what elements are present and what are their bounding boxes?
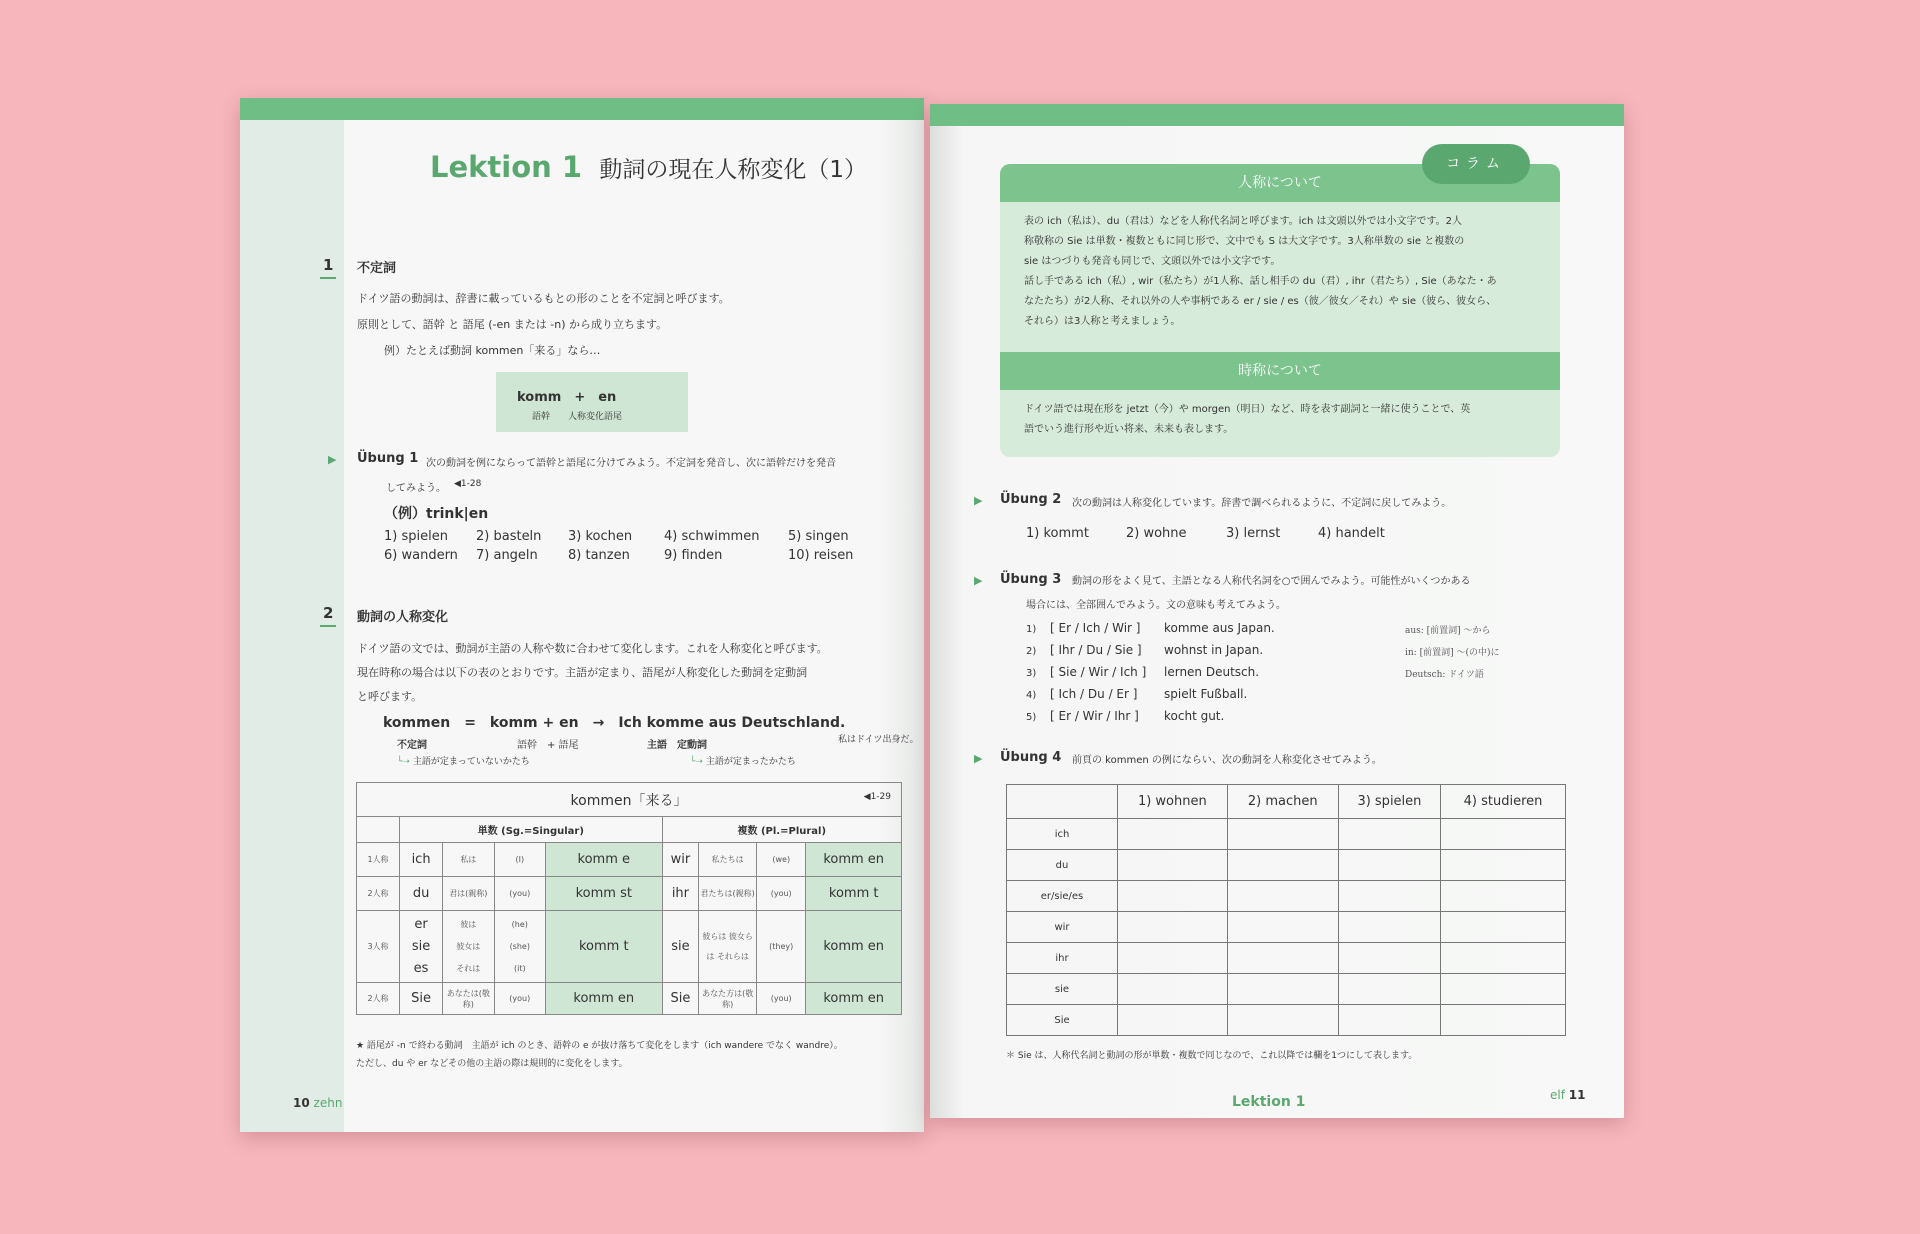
sentence-translation: 私はドイツ出身だ。	[838, 735, 919, 745]
speaker-icon: ◀	[454, 479, 461, 489]
s2-paragraph-3: と呼びます。	[357, 690, 423, 703]
section-title-1: 不定詞	[357, 261, 397, 276]
table-row: wir	[1007, 912, 1566, 943]
list-item: 2) basteln	[476, 529, 542, 544]
uebung-4-text: 前頁の kommen の例にならい、次の動詞を人称変化させてみよう。	[1072, 755, 1382, 766]
table-row: 3人称 er sie es 彼は 彼女は それは (he) (she) (it) komm t sie 彼らは 彼女らは それらは (they) komm en	[357, 911, 902, 983]
list-item: 10) reisen	[788, 548, 854, 563]
uebung-3-text-2: 場合には、全部囲んでみよう。文の意味も考えてみよう。	[1026, 600, 1286, 611]
bent-arrow-icon: └➝	[397, 757, 413, 767]
uebung-2-label: Übung 2	[1000, 492, 1062, 507]
section-title-2: 動詞の人称変化	[357, 610, 449, 625]
s2-paragraph-2: 現在時称の場合は以下の表のとおりです。主語が定まり、語尾が人称変化した動詞を定動詞	[357, 666, 808, 679]
list-item: 3) lernst	[1226, 526, 1281, 541]
table-row: 2人称 du 君は(親称) (you) komm st ihr 君たちは(親称) (you) komm t	[357, 877, 902, 911]
note-determined: └➝ 主語が定まったかたち	[690, 757, 796, 767]
note-undetermined: └➝ 主語が定まっていないかたち	[397, 757, 530, 767]
label-stem-ending: 語幹 + 語尾	[517, 740, 579, 751]
uebung-1-label: Übung 1	[357, 451, 419, 466]
conjugation-exercise-table	[1006, 784, 1566, 1036]
list-item: 5) singen	[788, 529, 849, 544]
singular-header: 単数 (Sg.=Singular)	[400, 817, 663, 843]
uebung-2-items	[1026, 526, 1385, 541]
footnote-line-2: ただし、du や er などその他の主語の際は規則的に変化をします。	[356, 1059, 628, 1069]
vocab-notes: aus: [前置詞] ～から in: [前置詞] ～(の中)に Deutsch: ドイツ語	[1405, 626, 1500, 680]
table-row: ich	[1007, 819, 1566, 850]
table-header: 1) wohnen	[1118, 785, 1228, 819]
list-item: 7) angeln	[476, 548, 538, 563]
arrow-bullet-icon: ▶	[328, 453, 337, 466]
audio-track-1-29: ◀1-29	[863, 792, 891, 802]
section-number-2: 2	[320, 604, 336, 627]
stem-ending-word: komm + en	[517, 390, 617, 405]
footnote: ＊ Sie は、人称代名詞と動詞の形が単数・複数で同じなので、これ以降では欄を1つにして表します。	[1006, 1051, 1418, 1061]
list-item: 1) kommt	[1026, 526, 1089, 541]
panel-text-tense: ドイツ語では現在形を jetzt（今）や morgen（明日）など、時を表す副詞と一緒に使うことで、英 語でいう進行形や近い将来、未来も表します。	[1024, 404, 1471, 435]
list-item: 3) [ Sie / Wir / Ich ] lernen Deutsch.	[1026, 665, 1260, 679]
bent-arrow-icon: └➝	[690, 757, 706, 767]
table-row: Sie	[1007, 1005, 1566, 1036]
table-header: 2) machen	[1227, 785, 1338, 819]
s1-paragraph-2: 原則として、語幹 と 語尾 (-en または -n) から成り立ちます。	[357, 318, 668, 331]
uebung-1-text-2: してみよう。	[386, 483, 446, 494]
stem-ending-box	[496, 372, 688, 432]
footnote-line-1: ★ 語尾が -n で終わる動詞 主語が ich のとき、語幹の e が抜け落ちて変化をします（ich wandere でなく wandre）。	[356, 1041, 843, 1051]
panel-title-person: 人称について	[1000, 164, 1560, 202]
page-footer-right: elf 11	[1550, 1088, 1586, 1102]
lesson-title: 動詞の現在人称変化（1）	[599, 157, 867, 183]
list-item: 4) schwimmen	[664, 529, 760, 544]
list-item: 4) handelt	[1318, 526, 1385, 541]
list-item: 3) kochen	[568, 529, 633, 544]
list-item: 6) wandern	[384, 548, 458, 563]
panel-title-tense: 時称について	[1000, 352, 1560, 390]
table-header: 4) studieren	[1441, 785, 1566, 819]
stem-ending-labels: 語幹 人称変化語尾	[532, 412, 623, 422]
s1-paragraph-1: ドイツ語の動詞は、辞書に載っているもとの形のことを不定詞と呼びます。	[357, 292, 730, 305]
label-infinitive: 不定詞	[397, 740, 427, 751]
table-title: kommen「来る」 ◀1-29	[357, 783, 902, 817]
plural-header: 複数 (Pl.=Plural)	[662, 817, 901, 843]
uebung-3-items	[1026, 618, 1275, 728]
section-number-1: 1	[320, 256, 336, 279]
s2-paragraph-1: ドイツ語の文では、動詞が主語の人称や数に合わせて変化します。これを人称変化と呼びます。	[357, 642, 828, 655]
page-footer-left: 10 zehn	[293, 1096, 343, 1110]
panel-text-person: 表の ich（私は）、du（君は）などを人称代名詞と呼びます。ich は文頭以外では小文字です。2人 称敬称の Sie は単数・複数ともに同じ形で、文中でも S は大文字です。3人称単数の sie と複数の sie はつづりも発音も同じで、文頭以外では小文字です。 話し手である ich（私）, wir（私たち）が1人称、話し相手の du（君）, ihr（君たち）, Sie（あなた・あ なたたち）が2人称、それ以外の人や事柄である er / sie / es（彼／彼女／それ）や sie（彼ら、彼女ら、 それら）は3人称と考えましょう。	[1024, 216, 1497, 327]
arrow-bullet-icon: ▶	[974, 752, 983, 765]
conjugation-table	[356, 782, 902, 1015]
column-panel	[1000, 164, 1560, 457]
uebung-3-text-1: 動詞の形をよく見て、主語となる人称代名詞を○で囲んでみよう。可能性がいくつかある	[1072, 576, 1471, 587]
table-row: ihr	[1007, 943, 1566, 974]
label-subject-verb: 主語 定動詞	[647, 740, 707, 751]
list-item: 1) [ Er / Ich / Wir ] komme aus Japan.	[1026, 621, 1275, 635]
top-green-bar	[930, 104, 1624, 126]
audio-track-1-28: ◀1-28	[454, 479, 482, 489]
uebung-3-label: Übung 3	[1000, 572, 1062, 587]
table-row: sie	[1007, 974, 1566, 1005]
table-row: 1人称 ich 私は (I) komm e wir 私たちは (we) komm en	[357, 843, 902, 877]
list-item: 9) finden	[664, 548, 723, 563]
conjugation-formula: kommen = komm + en → Ich komme aus Deutschland.	[383, 715, 846, 731]
footer-lektion: Lektion 1	[1232, 1094, 1306, 1110]
table-row: er/sie/es	[1007, 881, 1566, 912]
uebung-1-example: （例）trink|en	[384, 506, 489, 522]
lesson-heading	[430, 150, 867, 184]
column-badge: コラム	[1422, 144, 1530, 184]
list-item: 1) spielen	[384, 529, 448, 544]
table-row: 2人称 Sie あなたは(敬称) (you) komm en Sie あなた方は(敬称) (you) komm en	[357, 983, 902, 1015]
right-page	[930, 104, 1624, 1118]
uebung-2-text: 次の動詞は人称変化しています。辞書で調べられるように、不定詞に戻してみよう。	[1072, 498, 1452, 509]
arrow-bullet-icon: ▶	[974, 494, 983, 507]
uebung-1-text-1: 次の動詞を例にならって語幹と語尾に分けてみよう。不定詞を発音し、次に語幹だけを発音	[426, 458, 836, 469]
table-row: du	[1007, 850, 1566, 881]
uebung-1-verb-list	[384, 529, 864, 563]
table-header: 3) spielen	[1338, 785, 1440, 819]
arrow-bullet-icon: ▶	[974, 574, 983, 587]
lektion-label: Lektion 1	[430, 150, 583, 184]
s1-example: 例）たとえば動詞 kommen「来る」なら…	[384, 344, 601, 357]
list-item: 2) wohne	[1126, 526, 1187, 541]
top-green-bar	[240, 98, 924, 120]
list-item: 5) [ Er / Wir / Ihr ] kocht gut.	[1026, 709, 1225, 723]
left-page	[240, 98, 924, 1132]
list-item: 8) tanzen	[568, 548, 630, 563]
list-item: 4) [ Ich / Du / Er ] spielt Fußball.	[1026, 687, 1248, 701]
uebung-4-label: Übung 4	[1000, 750, 1062, 765]
list-item: 2) [ Ihr / Du / Sie ] wohnst in Japan.	[1026, 643, 1264, 657]
